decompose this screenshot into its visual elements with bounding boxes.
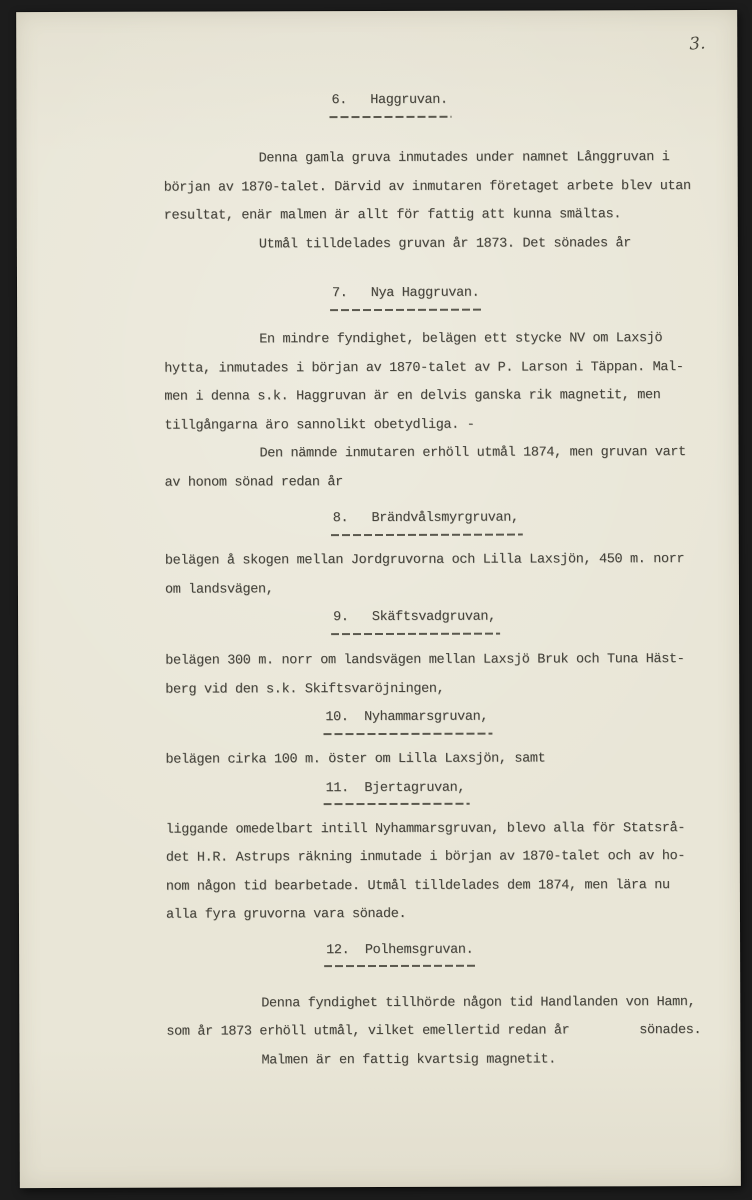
para-8: [165, 546, 697, 605]
text-line: Malmen är en fattig kvartsig magnetit.: [261, 1051, 557, 1068]
para-10: [165, 745, 697, 775]
heading-7-label: 7. Nya Haggruvan.: [332, 280, 479, 314]
text-line: liggande omedelbart intill Nyhammarsgruvan, blevo alla för Statsrå-: [165, 820, 686, 838]
heading-11-label: 11. Bjertagruvan,: [326, 774, 466, 808]
text-line: belägen å skogen mellan Jordgruvorna och Lilla Laxsjön, 450 m. norr: [164, 552, 685, 569]
document-page: [16, 10, 741, 1188]
heading-6-label: 6. Haggruvan.: [331, 87, 447, 121]
text-line: hytta, inmutades i början av 1870-talet av P. Larson i Täppan. Mal-: [164, 359, 684, 377]
heading-12: [326, 935, 698, 970]
text-line: Utmål tilldelades gruvan år 1873. Det sönades år: [258, 235, 631, 252]
para-6: [164, 144, 696, 260]
para-9: [165, 646, 697, 705]
text-line: av honom sönad redan år: [164, 474, 343, 491]
para-12: [166, 988, 702, 1075]
heading-7: [332, 279, 696, 314]
heading-10-label: 10. Nyhammarsgruvan,: [325, 704, 488, 738]
text-line: belägen 300 m. norr om landsvägen mellan Laxsjö Bruk och Tuna Häst-: [165, 652, 685, 669]
heading-8: [333, 504, 697, 539]
text-line: alla fyra gruvorna vara sönade.: [165, 906, 407, 923]
document-content: [16, 10, 740, 1076]
text-line: resultat, enär malmen är allt för fattig att kunna smältas.: [163, 207, 622, 224]
page-number: 3.: [688, 33, 706, 55]
heading-12-label: 12. Polhemsgruvan.: [326, 936, 473, 970]
text-line: berg vid den s.k. Skiftsvaröjningen,: [165, 681, 445, 698]
heading-11: [326, 773, 698, 808]
heading-6: [331, 86, 695, 121]
text-line: tillgångarna äro sannolikt obetydliga. -: [164, 417, 475, 434]
text-line: om landsvägen,: [164, 581, 274, 598]
text-line: Denna gamla gruva inmutades under namnet Långgruvan i: [258, 150, 670, 167]
heading-8-label: 8. Brändvålsmyrgruvan,: [333, 505, 519, 539]
heading-9-label: 9. Skäftsvadgruvan,: [333, 604, 496, 638]
heading-9: [333, 603, 697, 638]
text-line: det H.R. Astrups räkning inmutade i början av 1870-talet och av ho-: [165, 849, 686, 866]
text-line: belägen cirka 100 m. öster om Lilla Laxsjön, samt: [165, 751, 546, 768]
text-line: som år 1873 erhöll utmål, vilket emellertid redan år sönades.: [166, 1022, 702, 1040]
text-line: Denna fyndighet tillhörde någon tid Handlanden von Hamn,: [261, 994, 696, 1011]
text-line: början av 1870-talet. Därvid av inmutaren företaget arbete blev utan: [163, 178, 691, 196]
text-line: Den nämnde inmutaren erhöll utmål 1874, men gruvan vart: [259, 445, 686, 462]
heading-10: [325, 703, 697, 738]
text-line: En mindre fyndighet, belägen ett stycke NV om Laxsjö: [259, 331, 663, 348]
para-7: [164, 325, 697, 498]
text-line: nom någon tid bearbetade. Utmål tilldelades dem 1874, men lära nu: [165, 877, 670, 895]
text-line: men i denna s.k. Haggruvan är en delvis ganska rik magnetit, men: [164, 388, 661, 405]
para-11: [166, 814, 698, 930]
